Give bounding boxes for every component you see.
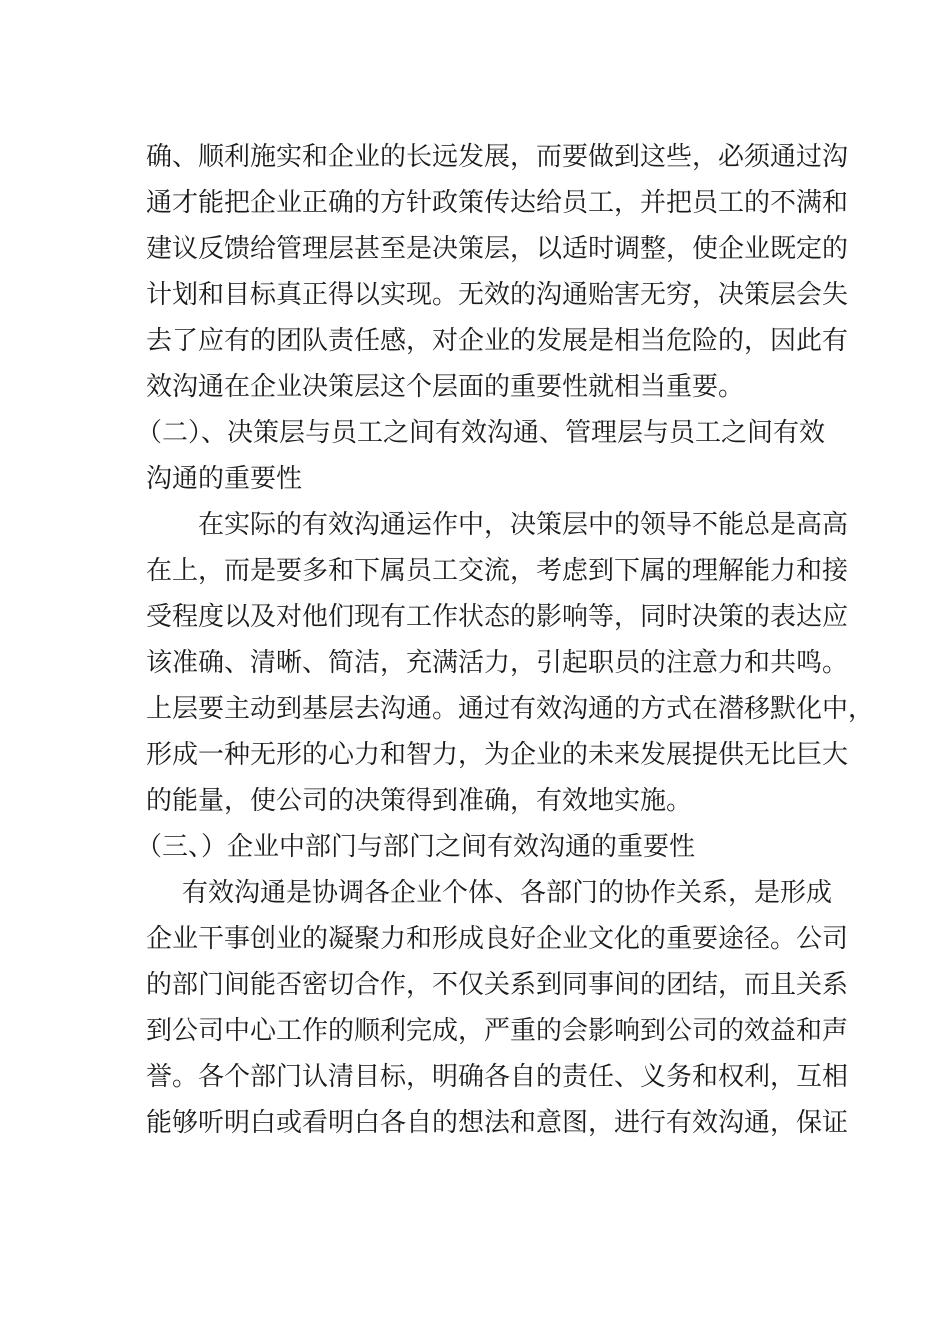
text-line: 形成一种无形的心力和智力，为企业的未来发展提供无比巨大 bbox=[146, 740, 849, 770]
text-line: 受程度以及对他们现有工作状态的影响等，同时决策的表达应 bbox=[146, 602, 849, 632]
heading-line: 沟通的重要性 bbox=[146, 464, 303, 494]
text-line: 能够听明白或看明白各自的想法和意图，进行有效沟通，保证 bbox=[146, 1108, 849, 1138]
text-line: 该准确、清晰、简洁，充满活力，引起职员的注意力和共鸣。 bbox=[146, 648, 849, 678]
text-line: 在实际的有效沟通运作中，决策层中的领导不能总是高高 bbox=[198, 510, 849, 540]
text-line: 的部门间能否密切合作，不仅关系到同事间的团结，而且关系 bbox=[146, 970, 849, 1000]
text-line: 到公司中心工作的顺利完成，严重的会影响到公司的效益和声 bbox=[146, 1016, 849, 1046]
section-heading bbox=[136, 410, 826, 502]
heading-line: （三、）企业中部门与部门之间有效沟通的重要性 bbox=[136, 832, 696, 862]
text-line: 计划和目标真正得以实现。无效的沟通贻害无穷，决策层会失 bbox=[146, 280, 849, 310]
document-body bbox=[136, 134, 875, 1146]
text-line: 上层要主动到基层去沟通。通过有效沟通的方式在潜移默化中， bbox=[146, 694, 875, 724]
heading-line: （二）、决策层与员工之间有效沟通、管理层与员工之间有效 bbox=[136, 418, 826, 448]
text-line: 建议反馈给管理层甚至是决策层，以适时调整，使企业既定的 bbox=[146, 234, 849, 264]
text-line: 有效沟通是协调各企业个体、各部门的协作关系，是形成 bbox=[182, 878, 833, 908]
section-heading bbox=[136, 824, 806, 870]
paragraph-body bbox=[146, 134, 849, 410]
paragraph-body bbox=[146, 502, 875, 824]
text-line: 誉。各个部门认清目标，明确各自的责任、义务和权利，互相 bbox=[146, 1062, 849, 1092]
text-line: 通才能把企业正确的方针政策传达给员工，并把员工的不满和 bbox=[146, 188, 849, 218]
text-line: 确、顺利施实和企业的长远发展，而要做到这些，必须通过沟 bbox=[146, 142, 849, 172]
text-line: 的能量，使公司的决策得到准确，有效地实施。 bbox=[146, 786, 693, 816]
text-line: 企业干事创业的凝聚力和形成良好企业文化的重要途径。公司 bbox=[146, 924, 849, 954]
paragraph-body bbox=[146, 870, 849, 1146]
text-line: 去了应有的团队责任感，对企业的发展是相当危险的，因此有 bbox=[146, 326, 849, 356]
text-line: 效沟通在企业决策层这个层面的重要性就相当重要。 bbox=[146, 372, 745, 402]
text-line: 在上，而是要多和下属员工交流，考虑到下属的理解能力和接 bbox=[146, 556, 849, 586]
